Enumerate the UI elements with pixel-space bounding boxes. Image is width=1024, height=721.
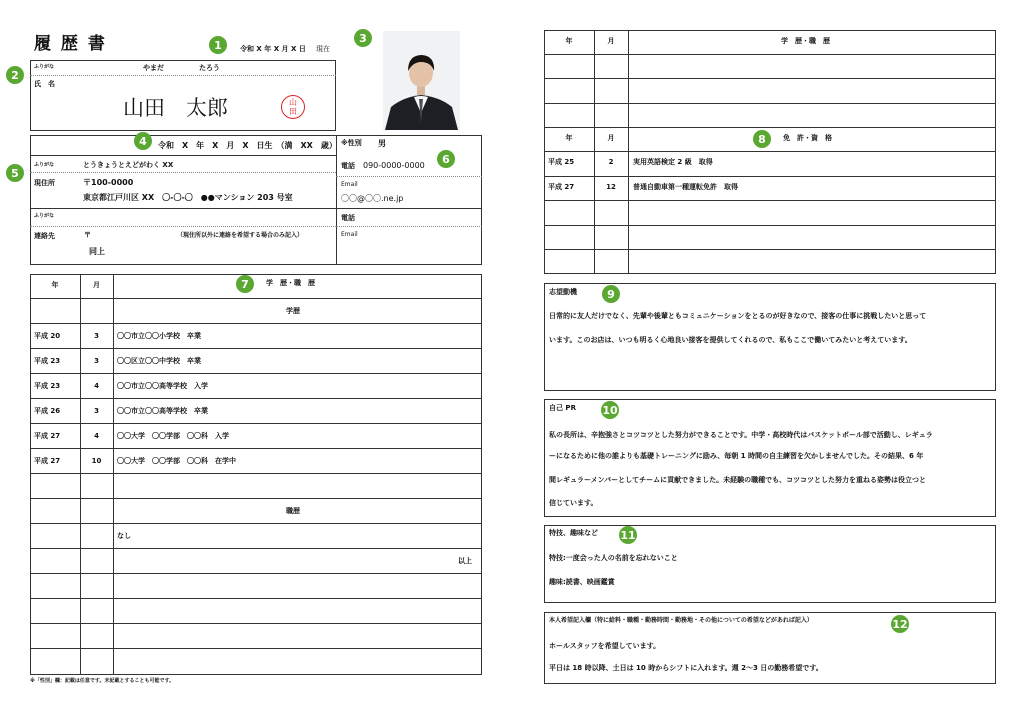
history-month: 3: [94, 407, 99, 415]
pr-line-3: 間レギュラーメンバーとしてチームに貢献できました。未経験の職種でも、コツコツとした努力を重ねる姿勢は役立つと: [549, 476, 927, 484]
motivation-line-2: います。このお店は、いつも明るく心地良い接客を提供してくれるので、私もここで働いてみたいと考えています。: [549, 336, 912, 344]
table-rule: [544, 54, 996, 55]
wish-line-2: 平日は 18 時以降、土日は 10 時からシフトに入れます。週 2～3 日の勤務希望です。: [549, 664, 823, 672]
hobby-line: 趣味:読書、映画鑑賞: [549, 578, 615, 586]
history-year: 平成 23: [34, 357, 61, 365]
pr-line-1: 私の長所は、辛抱強さとコツコツとした努力ができることです。中学・高校時代はバスケットボール部で活動し、レギュラ: [549, 431, 933, 439]
pr-line-4: 信じています。: [549, 499, 598, 507]
table-rule: [30, 448, 482, 449]
history-col-header: 学 歴・職 歴: [266, 279, 315, 287]
marker-9: 9: [602, 285, 620, 303]
addr-furigana: とうきょうとえどがわく XX: [83, 161, 174, 169]
furigana-family: やまだ: [143, 64, 164, 72]
addr-furigana-label: ふりがな: [34, 162, 55, 168]
history-month: 4: [94, 382, 99, 390]
contact-note: （現住所以外に連絡を希望する場合のみ記入）: [177, 232, 304, 239]
contact-postal: 〒: [84, 231, 91, 239]
email-label: Email: [341, 181, 358, 188]
skills-label: 特技、趣味など: [549, 529, 598, 537]
marker-3: 3: [354, 29, 372, 47]
table-rule: [30, 373, 482, 374]
skills-box: [544, 525, 996, 603]
table-rule: [544, 127, 996, 128]
marker-10: 10: [601, 401, 619, 419]
table-rule: [544, 78, 996, 79]
table-rule: [30, 423, 482, 424]
history-month: 4: [94, 432, 99, 440]
history-year: 平成 27: [34, 432, 61, 440]
history-year: 平成 20: [34, 332, 61, 340]
history-text: 〇〇大学 〇〇学部 〇〇科 在学中: [117, 457, 236, 465]
col-month-header: 月: [93, 281, 100, 289]
license-table: [544, 30, 996, 274]
history-text: 〇〇大学 〇〇学部 〇〇科 入学: [117, 432, 229, 440]
sex-label: ※性別: [341, 139, 362, 147]
table-rule: [544, 225, 996, 226]
tel-label: 電話: [341, 162, 355, 170]
work-heading: 職歴: [286, 507, 300, 515]
table-rule: [30, 648, 482, 649]
r-col-year: 年: [565, 37, 573, 45]
table-rule: [544, 200, 996, 201]
history-text: 〇〇市立〇〇高等学校 卒業: [117, 407, 208, 415]
wish-line-1: ホールスタッフを希望しています。: [549, 642, 661, 650]
license-month-1: 2: [608, 158, 614, 166]
pr-label: 自己 PR: [549, 404, 576, 412]
table-rule: [30, 623, 482, 624]
col-year-header: 年: [51, 281, 59, 289]
footnote: ※「性別」欄：記載は任意です。未記載とすることも可能です。: [30, 678, 175, 684]
table-rule: [544, 249, 996, 250]
person-photo-icon: [383, 31, 460, 130]
history-month: 10: [91, 457, 102, 465]
contact-email-label: Email: [341, 231, 358, 238]
table-rule: [544, 176, 996, 177]
table-rule: [30, 498, 482, 499]
end-mark: 以上: [458, 557, 472, 565]
table-rule: [30, 523, 482, 524]
sex-value: 男: [378, 139, 386, 148]
birth-line: 令和 X 年 X 月 X 日生 （満 XX 歳）: [158, 141, 337, 150]
license-text-2: 普通自動車第一種運転免許 取得: [633, 183, 738, 191]
license-month-2: 12: [606, 183, 616, 191]
furigana-label: ふりがな: [34, 64, 55, 70]
license-text-1: 実用英語検定 2 級 取得: [633, 158, 713, 166]
table-rule: [30, 323, 482, 324]
address: 東京都江戸川区 XX 〇-〇-〇 ●●マンション 203 号室: [83, 193, 293, 202]
contact-label: 連絡先: [34, 232, 55, 240]
marker-8: 8: [753, 130, 771, 148]
motivation-line-1: 日常的に友人だけでなく、先輩や後輩ともコミュニケーションをとるのが好きなので、接客の仕事に挑戦したいと思って: [549, 312, 927, 320]
marker-12: 12: [891, 615, 909, 633]
table-rule: [30, 548, 482, 549]
r-col-year-2: 年: [565, 134, 573, 142]
contact-value: 同上: [89, 247, 105, 256]
marker-1: 1: [209, 36, 227, 54]
motivation-label: 志望動機: [549, 288, 577, 296]
marker-7: 7: [236, 275, 254, 293]
history-text: 〇〇市立〇〇小学校 卒業: [117, 332, 201, 340]
history-month: 3: [94, 332, 99, 340]
marker-4: 4: [134, 132, 152, 150]
table-rule: [30, 473, 482, 474]
history-year: 平成 23: [34, 382, 61, 390]
resume-title: 履 歴 書: [34, 34, 107, 54]
work-none: なし: [117, 532, 131, 540]
history-year: 平成 26: [34, 407, 61, 415]
applicant-name: 山田 太郎: [123, 96, 228, 120]
address-label: 現住所: [34, 179, 55, 187]
contact-furigana-label: ふりがな: [34, 213, 55, 219]
furigana-given: たろう: [199, 64, 220, 72]
postal-code: 〒100-0000: [83, 178, 134, 187]
table-rule: [544, 151, 996, 152]
history-text: 〇〇区立〇〇中学校 卒業: [117, 357, 201, 365]
seal-stamp: 山 田: [281, 95, 305, 119]
table-rule: [30, 398, 482, 399]
table-rule: [30, 348, 482, 349]
history-year: 平成 27: [34, 457, 61, 465]
r-history-header: 学 歴・職 歴: [781, 37, 830, 45]
table-rule: [30, 598, 482, 599]
applicant-photo: [383, 31, 460, 130]
email-value: 〇〇@〇〇.ne.jp: [341, 194, 404, 203]
marker-5: 5: [6, 164, 24, 182]
wish-label: 本人希望記入欄（特に給料・職種・勤務時間・勤務地・その他についての希望などがあれば記入）: [549, 617, 813, 624]
contact-tel-label: 電話: [341, 214, 355, 222]
skill-line: 特技:一度会った人の名前を忘れないこと: [549, 554, 678, 562]
tel-value: 090-0000-0000: [363, 161, 425, 170]
date-suffix: 現在: [316, 45, 330, 53]
history-text: 〇〇市立〇〇高等学校 入学: [117, 382, 208, 390]
r-col-month: 月: [607, 37, 615, 45]
license-header: 免 許・資 格: [783, 134, 832, 142]
date-text: 令和 X 年 X 月 X 日: [240, 45, 306, 53]
license-year-1: 平成 25: [548, 158, 575, 166]
marker-11: 11: [619, 526, 637, 544]
marker-2: 2: [6, 66, 24, 84]
table-rule: [544, 103, 996, 104]
name-label: 氏 名: [34, 80, 55, 88]
r-col-month-2: 月: [607, 134, 615, 142]
education-heading: 学歴: [286, 307, 300, 315]
pr-line-2: ーになるために他の誰よりも基礎トレーニングに励み、毎朝 1 時間の自主練習を欠かしませんでした。その結果、6 年: [549, 452, 924, 460]
marker-6: 6: [437, 150, 455, 168]
table-rule: [30, 573, 482, 574]
license-year-2: 平成 27: [548, 183, 575, 191]
table-rule: [30, 298, 482, 299]
history-month: 3: [94, 357, 99, 365]
